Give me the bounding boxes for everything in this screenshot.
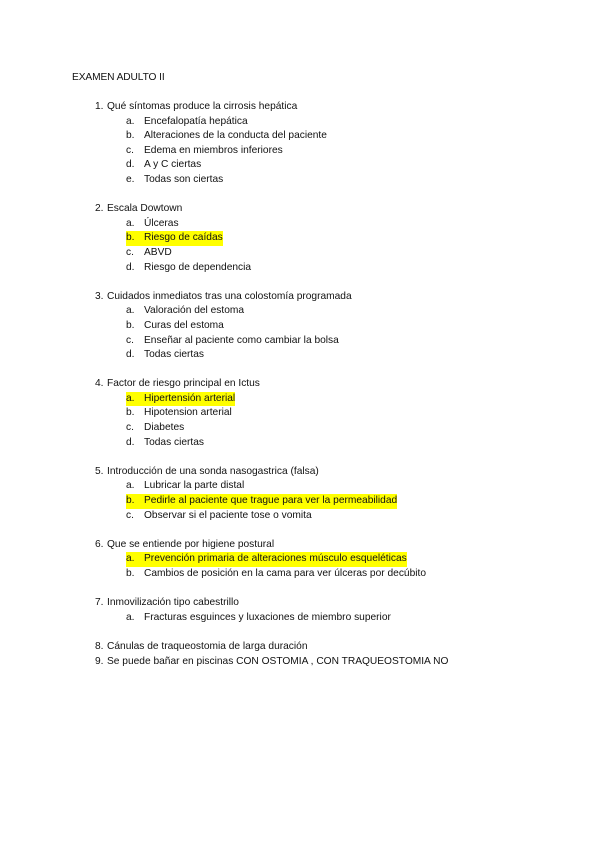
question-item bbox=[72, 465, 542, 523]
option-letter: d. bbox=[126, 349, 135, 361]
option-letter: b. bbox=[126, 495, 135, 507]
option-text: Lubricar la parte distal bbox=[144, 480, 245, 492]
option-item bbox=[72, 261, 542, 276]
option-letter: b. bbox=[126, 319, 135, 331]
option-item bbox=[72, 319, 542, 334]
question-item bbox=[72, 538, 542, 582]
question-text: Introducción de una sonda nasogastrica (falsa) bbox=[107, 465, 319, 477]
option-text: Úlceras bbox=[144, 217, 179, 229]
question-number: 2. bbox=[95, 203, 104, 215]
option-item bbox=[72, 246, 542, 261]
option-letter: d. bbox=[126, 159, 135, 171]
option-item bbox=[72, 231, 542, 246]
option-text: Prevención primaria de alteraciones músculo esqueléticas bbox=[144, 553, 407, 565]
question-text: Inmovilización tipo cabestrillo bbox=[107, 597, 239, 609]
option-item bbox=[72, 158, 542, 173]
option-letter: c. bbox=[126, 144, 134, 156]
question-item bbox=[72, 100, 542, 188]
question-item bbox=[72, 640, 542, 655]
option-letter: a. bbox=[126, 611, 135, 623]
option-text: Edema en miembros inferiores bbox=[144, 144, 283, 156]
option-text: Diabetes bbox=[144, 422, 185, 434]
option-letter: c. bbox=[126, 246, 134, 258]
question-item bbox=[72, 290, 542, 363]
question-number: 4. bbox=[95, 378, 104, 390]
question-text: Escala Dowtown bbox=[107, 203, 183, 215]
option-letter: a. bbox=[126, 553, 135, 565]
question-item bbox=[72, 202, 542, 275]
option-item bbox=[72, 144, 542, 159]
option-item bbox=[72, 421, 542, 436]
option-item bbox=[72, 567, 542, 582]
question-item bbox=[72, 596, 542, 625]
option-list bbox=[72, 479, 542, 523]
highlighted-answer bbox=[126, 231, 223, 246]
option-text: Encefalopatía hepática bbox=[144, 115, 248, 127]
question-item bbox=[72, 377, 542, 450]
question-number: 9. bbox=[95, 655, 104, 667]
option-item bbox=[72, 406, 542, 421]
option-text: Riesgo de caídas bbox=[144, 232, 223, 244]
option-text: Riesgo de dependencia bbox=[144, 261, 252, 273]
question-text: Qué síntomas produce la cirrosis hepática bbox=[107, 101, 298, 112]
option-text: Hipertensión arterial bbox=[144, 392, 236, 404]
highlighted-answer bbox=[126, 494, 397, 509]
option-text: A y C ciertas bbox=[144, 159, 202, 171]
option-list bbox=[72, 392, 542, 450]
option-item bbox=[72, 304, 542, 319]
option-letter: b. bbox=[126, 407, 135, 419]
option-list bbox=[72, 552, 542, 581]
question-number: 1. bbox=[95, 101, 104, 112]
option-text: Hipotension arterial bbox=[144, 407, 232, 419]
option-text: Todas son ciertas bbox=[144, 173, 224, 185]
option-text: Enseñar al paciente como cambiar la bolsa bbox=[144, 334, 339, 346]
option-letter: a. bbox=[126, 115, 135, 127]
option-letter: a. bbox=[126, 305, 135, 317]
option-item bbox=[72, 494, 542, 509]
question-number: 5. bbox=[95, 465, 104, 477]
question-number: 7. bbox=[95, 597, 104, 609]
option-letter: b. bbox=[126, 130, 135, 142]
option-text: Fracturas esguinces y luxaciones de miembro superior bbox=[144, 611, 391, 623]
option-text: Todas ciertas bbox=[144, 436, 205, 448]
option-letter: d. bbox=[126, 261, 135, 273]
option-item bbox=[72, 173, 542, 188]
question-list bbox=[72, 100, 542, 669]
question-text: Se puede bañar en piscinas CON OSTOMIA , CON TRAQUEOSTOMIA NO bbox=[107, 655, 449, 667]
option-list bbox=[72, 217, 542, 275]
option-letter: d. bbox=[126, 436, 135, 448]
option-letter: c. bbox=[126, 509, 134, 521]
option-letter: a. bbox=[126, 217, 135, 229]
question-number: 8. bbox=[95, 640, 104, 652]
option-letter: c. bbox=[126, 334, 134, 346]
option-item bbox=[72, 436, 542, 451]
option-text: Pedirle al paciente que trague para ver la permeabilidad bbox=[144, 495, 398, 507]
option-item bbox=[72, 129, 542, 144]
option-letter: b. bbox=[126, 568, 135, 579]
option-letter: a. bbox=[126, 392, 135, 404]
option-item bbox=[72, 348, 542, 363]
option-text: Valoración del estoma bbox=[144, 305, 245, 317]
option-item bbox=[72, 479, 542, 494]
highlighted-answer bbox=[126, 392, 235, 407]
option-letter: c. bbox=[126, 422, 134, 434]
question-text: Cánulas de traqueostomia de larga duración bbox=[107, 640, 308, 652]
option-item bbox=[72, 334, 542, 349]
option-list bbox=[72, 115, 542, 188]
document-title: EXAMEN ADULTO II bbox=[72, 72, 165, 83]
option-text: Curas del estoma bbox=[144, 319, 224, 331]
question-number: 6. bbox=[95, 538, 104, 550]
option-list bbox=[72, 611, 542, 626]
option-item bbox=[72, 115, 542, 130]
option-text: ABVD bbox=[144, 246, 172, 258]
question-item bbox=[72, 655, 542, 670]
option-text: Cambios de posición en la cama para ver úlceras por decúbito bbox=[144, 568, 427, 579]
option-item bbox=[72, 509, 542, 524]
option-list bbox=[72, 304, 542, 362]
option-item bbox=[72, 217, 542, 232]
question-text: Cuidados inmediatos tras una colostomía programada bbox=[107, 290, 352, 302]
option-item bbox=[72, 392, 542, 407]
option-item bbox=[72, 611, 542, 626]
option-text: Alteraciones de la conducta del paciente bbox=[144, 130, 327, 142]
highlighted-answer bbox=[126, 552, 407, 567]
option-item bbox=[72, 552, 542, 567]
option-text: Todas ciertas bbox=[144, 349, 205, 361]
option-letter: e. bbox=[126, 173, 135, 185]
option-text: Observar si el paciente tose o vomita bbox=[144, 509, 312, 521]
question-text: Factor de riesgo principal en Ictus bbox=[107, 378, 260, 390]
option-letter: b. bbox=[126, 232, 135, 244]
option-letter: a. bbox=[126, 480, 135, 492]
question-number: 3. bbox=[95, 290, 104, 302]
question-text: Que se entiende por higiene postural bbox=[107, 538, 275, 550]
